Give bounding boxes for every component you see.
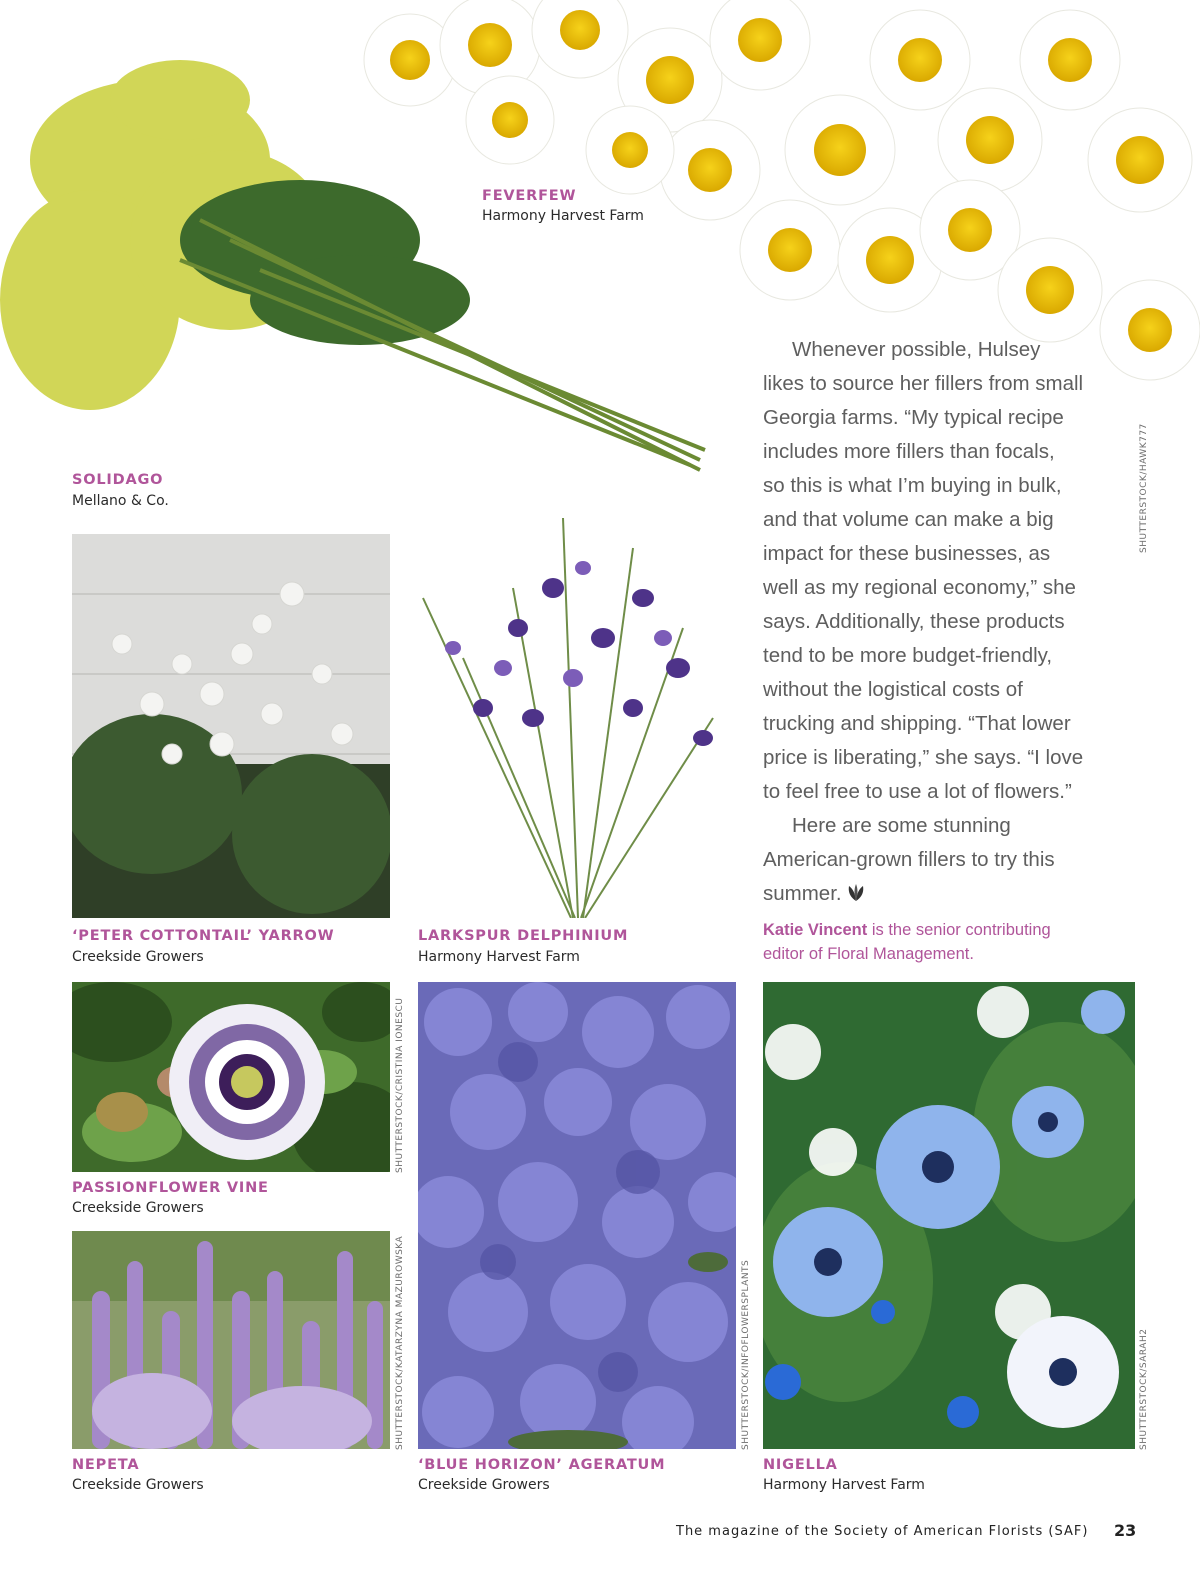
body-line: likes to source her fillers from small bbox=[763, 372, 1084, 395]
caption-name-nepeta: NEPETA bbox=[72, 1457, 140, 1473]
body-line: Whenever possible, Hulsey bbox=[792, 338, 1041, 361]
ageratum-photo bbox=[418, 982, 736, 1449]
caption-source-solidago: Mellano & Co. bbox=[72, 493, 169, 509]
body-line-text: summer. bbox=[763, 882, 842, 905]
solidago-photo bbox=[0, 40, 710, 480]
passionflower-photo bbox=[72, 982, 390, 1172]
body-line: and that volume can make a big bbox=[763, 508, 1054, 531]
yarrow-photo bbox=[72, 534, 390, 918]
body-line: says. Additionally, these products bbox=[763, 610, 1065, 633]
body-line: American-grown fillers to try this bbox=[763, 848, 1055, 871]
photo-credit-nepeta: SHUTTERSTOCK/KATARZYNA MAZUROWSKA bbox=[395, 1235, 405, 1450]
body-line: Here are some stunning bbox=[792, 814, 1011, 837]
body-line: trucking and shipping. “That lower bbox=[763, 712, 1071, 735]
photo-credit-passionflower: SHUTTERSTOCK/CRISTINA IONESCU bbox=[395, 997, 405, 1173]
bio-line-2: editor of Floral Management. bbox=[763, 945, 974, 963]
body-line: includes more fillers than focals, bbox=[763, 440, 1055, 463]
author-bio bbox=[763, 918, 1123, 966]
body-line-last bbox=[763, 877, 1093, 911]
body-line: without the logistical costs of bbox=[763, 678, 1023, 701]
caption-name-nigella: NIGELLA bbox=[763, 1457, 838, 1473]
body-line: to feel free to use a lot of flowers.” bbox=[763, 780, 1072, 803]
caption-source-feverfew: Harmony Harvest Farm bbox=[482, 208, 644, 224]
nigella-photo bbox=[763, 982, 1135, 1449]
author-name: Katie Vincent bbox=[763, 921, 868, 939]
saf-flower-icon bbox=[846, 883, 866, 903]
caption-name-ageratum: ‘BLUE HORIZON’ AGERATUM bbox=[418, 1457, 666, 1473]
body-line: well as my regional economy,” she bbox=[763, 576, 1076, 599]
caption-name-yarrow: ‘PETER COTTONTAIL’ YARROW bbox=[72, 928, 335, 944]
article-body bbox=[763, 333, 1093, 911]
caption-name-larkspur: LARKSPUR DELPHINIUM bbox=[418, 928, 629, 944]
bio-line-1 bbox=[763, 918, 1123, 942]
caption-source-yarrow: Creekside Growers bbox=[72, 949, 204, 965]
caption-source-passionflower: Creekside Growers bbox=[72, 1200, 204, 1216]
nepeta-photo bbox=[72, 1231, 390, 1449]
photo-credit-ageratum: SHUTTERSTOCK/INFOFLOWERSPLANTS bbox=[741, 1259, 751, 1450]
footer-magazine-line: The magazine of the Society of American Florists (SAF) bbox=[676, 1524, 1089, 1539]
caption-name-passionflower: PASSIONFLOWER VINE bbox=[72, 1180, 269, 1196]
caption-source-larkspur: Harmony Harvest Farm bbox=[418, 949, 580, 965]
caption-name-feverfew: FEVERFEW bbox=[482, 188, 577, 204]
page-number: 23 bbox=[1114, 1521, 1137, 1540]
caption-name-solidago: SOLIDAGO bbox=[72, 472, 164, 488]
body-line: impact for these businesses, as bbox=[763, 542, 1051, 565]
body-line: price is liberating,” she says. “I love bbox=[763, 746, 1084, 769]
photo-credit-feverfew: SHUTTERSTOCK/HAWK777 bbox=[1139, 423, 1149, 553]
caption-source-nepeta: Creekside Growers bbox=[72, 1477, 204, 1493]
body-line: tend to be more budget-friendly, bbox=[763, 644, 1053, 667]
caption-source-ageratum: Creekside Growers bbox=[418, 1477, 550, 1493]
body-line: Georgia farms. “My typical recipe bbox=[763, 406, 1064, 429]
body-line: so this is what I’m buying in bulk, bbox=[763, 474, 1062, 497]
larkspur-photo bbox=[403, 478, 748, 918]
photo-credit-nigella: SHUTTERSTOCK/SARAH2 bbox=[1139, 1328, 1149, 1450]
caption-source-nigella: Harmony Harvest Farm bbox=[763, 1477, 925, 1493]
bio-text: is the senior contributing bbox=[867, 921, 1051, 939]
